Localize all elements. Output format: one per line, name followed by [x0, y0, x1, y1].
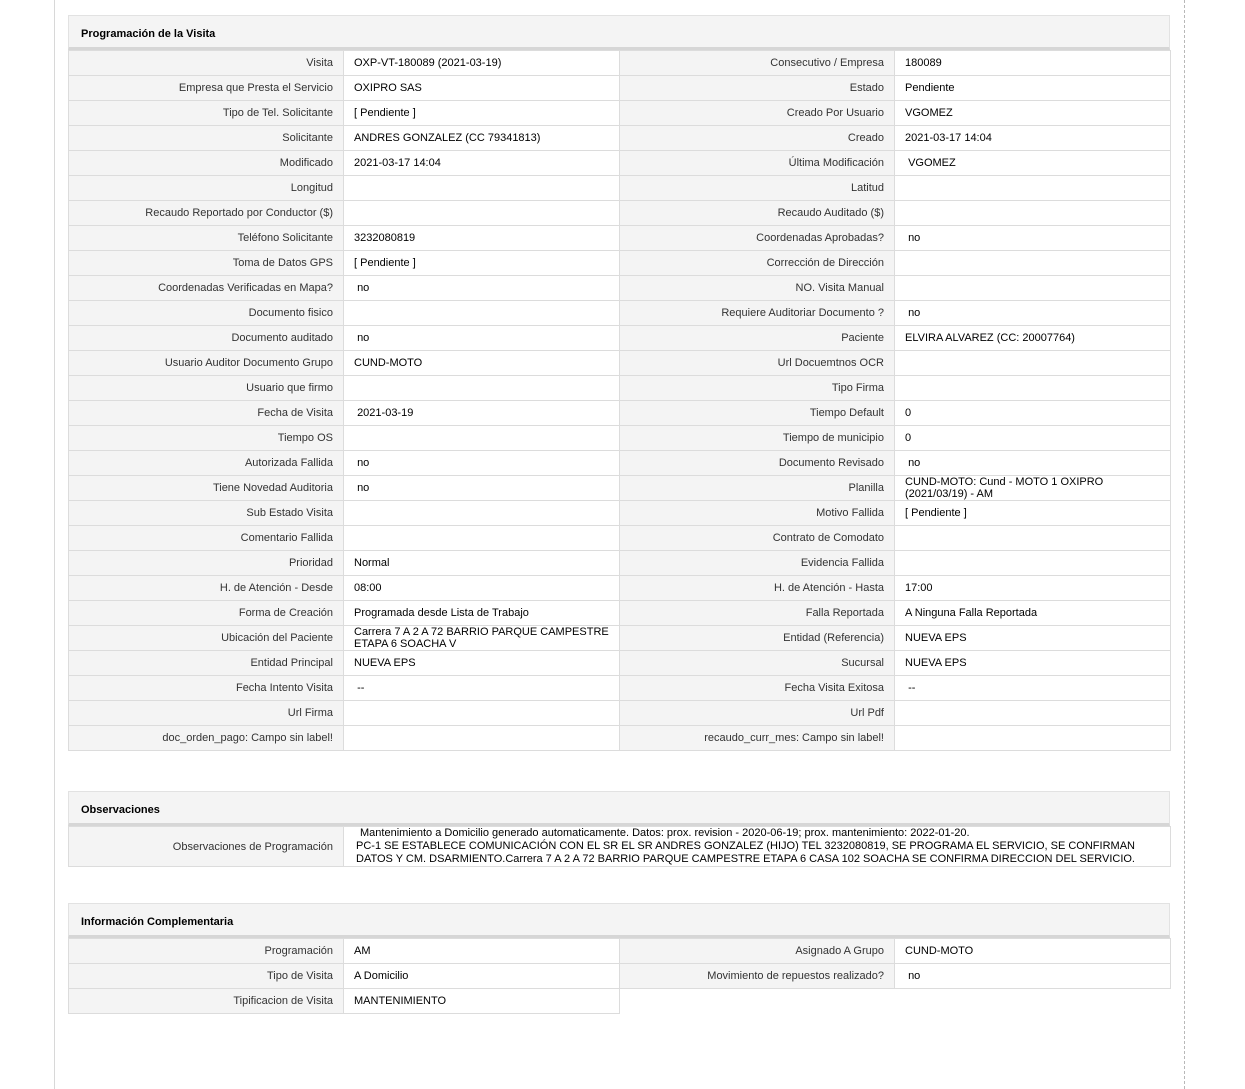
field-label: Forma de Creación — [69, 601, 344, 626]
field-label: Tiempo de municipio — [620, 426, 895, 451]
table-row — [69, 201, 1171, 226]
left-border — [54, 0, 55, 1089]
table-row — [69, 526, 1171, 551]
field-label: Documento fisico — [69, 301, 344, 326]
field-label: Recaudo Reportado por Conductor ($) — [69, 201, 344, 226]
field-value: 0 — [895, 426, 1171, 451]
field-label: Usuario Auditor Documento Grupo — [69, 351, 344, 376]
field-value — [344, 176, 620, 201]
complementaria-table — [68, 938, 1171, 1014]
field-label: Autorizada Fallida — [69, 451, 344, 476]
observaciones-title: Observaciones — [68, 791, 1170, 826]
field-value: A Ninguna Falla Reportada — [895, 601, 1171, 626]
field-value: [ Pendiente ] — [344, 251, 620, 276]
field-value: -- — [895, 676, 1171, 701]
field-label: H. de Atención - Hasta — [620, 576, 895, 601]
field-label: Contrato de Comodato — [620, 526, 895, 551]
table-row — [69, 326, 1171, 351]
observaciones-table — [68, 826, 1171, 867]
field-value — [344, 701, 620, 726]
field-value — [895, 251, 1171, 276]
field-value: VGOMEZ — [895, 151, 1171, 176]
field-label: doc_orden_pago: Campo sin label! — [69, 726, 344, 751]
field-value — [344, 376, 620, 401]
field-label: Sucursal — [620, 651, 895, 676]
field-label: Entidad Principal — [69, 651, 344, 676]
field-label: Url Docuemtnos OCR — [620, 351, 895, 376]
field-label: Tiempo Default — [620, 401, 895, 426]
field-label: Estado — [620, 76, 895, 101]
field-label: H. de Atención - Desde — [69, 576, 344, 601]
field-value: CUND-MOTO — [895, 939, 1171, 964]
field-label: Corrección de Dirección — [620, 251, 895, 276]
field-label: Usuario que firmo — [69, 376, 344, 401]
field-label: Url Firma — [69, 701, 344, 726]
field-value: A Domicilio — [344, 964, 620, 989]
table-row — [69, 401, 1171, 426]
field-value: CUND-MOTO: Cund - MOTO 1 OXIPRO (2021/03/19) - AM — [895, 476, 1171, 501]
table-row — [69, 476, 1171, 501]
field-label: Creado Por Usuario — [620, 101, 895, 126]
observaciones-line2: PC-1 SE ESTABLECE COMUNICACIÓN CON EL SR EL SR ANDRES GONZALEZ (HIJO) TEL 3232080819, SE PROGRAMA EL SERVICIO, SE CONFIRMAN DATOS Y CM. DSARMIENTO.Carrera 7 A 2 A 72 BARRIO PARQUE CAMPESTRE ETAPA 6 CASA 102 SOACHA SE CONFIRMA DIRECCION DEL SERVICIO. — [356, 840, 1135, 865]
field-value: OXP-VT-180089 (2021-03-19) — [344, 51, 620, 76]
field-label: Fecha Intento Visita — [69, 676, 344, 701]
field-value: 17:00 — [895, 576, 1171, 601]
table-row — [69, 76, 1171, 101]
field-label: Tiene Novedad Auditoria — [69, 476, 344, 501]
programacion-table — [68, 50, 1171, 751]
field-label: Comentario Fallida — [69, 526, 344, 551]
table-row — [69, 501, 1171, 526]
field-label: Creado — [620, 126, 895, 151]
table-row — [69, 651, 1171, 676]
table-row — [69, 676, 1171, 701]
field-value — [895, 551, 1171, 576]
field-label: Modificado — [69, 151, 344, 176]
field-label: Última Modificación — [620, 151, 895, 176]
field-label: Latitud — [620, 176, 895, 201]
field-value — [344, 301, 620, 326]
programacion-panel — [68, 15, 1170, 751]
field-value: no — [895, 964, 1171, 989]
table-row — [69, 426, 1171, 451]
field-value — [895, 351, 1171, 376]
field-label: Planilla — [620, 476, 895, 501]
complementaria-title: Información Complementaria — [68, 903, 1170, 938]
table-row — [69, 51, 1171, 76]
table-row — [69, 101, 1171, 126]
table-row — [69, 726, 1171, 751]
field-value: 2021-03-17 14:04 — [344, 151, 620, 176]
field-label: Tiempo OS — [69, 426, 344, 451]
table-row — [69, 601, 1171, 626]
field-value — [344, 526, 620, 551]
field-value — [895, 376, 1171, 401]
field-value: no — [344, 476, 620, 501]
field-label: Url Pdf — [620, 701, 895, 726]
field-value: no — [895, 451, 1171, 476]
field-label: Consecutivo / Empresa — [620, 51, 895, 76]
field-label: Documento Revisado — [620, 451, 895, 476]
field-value — [344, 201, 620, 226]
field-value: no — [895, 226, 1171, 251]
right-dashed-border — [1184, 0, 1185, 1089]
table-row — [69, 376, 1171, 401]
table-row — [69, 551, 1171, 576]
observaciones-value — [344, 827, 1171, 867]
field-label: Movimiento de repuestos realizado? — [620, 964, 895, 989]
field-value — [344, 426, 620, 451]
field-value: ANDRES GONZALEZ (CC 79341813) — [344, 126, 620, 151]
field-label: Entidad (Referencia) — [620, 626, 895, 651]
field-value: NUEVA EPS — [344, 651, 620, 676]
field-value: no — [895, 301, 1171, 326]
table-row — [69, 451, 1171, 476]
field-value — [895, 526, 1171, 551]
field-value: Normal — [344, 551, 620, 576]
field-label: NO. Visita Manual — [620, 276, 895, 301]
field-value — [344, 501, 620, 526]
field-label: Ubicación del Paciente — [69, 626, 344, 651]
table-row — [69, 301, 1171, 326]
field-label: recaudo_curr_mes: Campo sin label! — [620, 726, 895, 751]
field-label: Tipo de Visita — [69, 964, 344, 989]
field-label: Paciente — [620, 326, 895, 351]
field-value: OXIPRO SAS — [344, 76, 620, 101]
field-value: CUND-MOTO — [344, 351, 620, 376]
field-label: Coordenadas Verificadas en Mapa? — [69, 276, 344, 301]
field-value: [ Pendiente ] — [344, 101, 620, 126]
table-row — [69, 126, 1171, 151]
table-row — [69, 827, 1171, 867]
field-value: VGOMEZ — [895, 101, 1171, 126]
table-row — [69, 989, 1171, 1014]
complementaria-panel — [68, 903, 1170, 1014]
field-value: 0 — [895, 401, 1171, 426]
field-value: NUEVA EPS — [895, 651, 1171, 676]
field-value: MANTENIMIENTO — [344, 989, 620, 1014]
field-value: 2021-03-19 — [344, 401, 620, 426]
empty-cell — [620, 989, 1171, 1014]
observaciones-panel — [68, 791, 1170, 867]
field-label: Longitud — [69, 176, 344, 201]
field-label: Documento auditado — [69, 326, 344, 351]
field-label: Visita — [69, 51, 344, 76]
field-value: 180089 — [895, 51, 1171, 76]
table-row — [69, 251, 1171, 276]
field-value: no — [344, 451, 620, 476]
field-value — [895, 701, 1171, 726]
table-row — [69, 626, 1171, 651]
field-value: no — [344, 276, 620, 301]
table-row — [69, 939, 1171, 964]
field-label: Asignado A Grupo — [620, 939, 895, 964]
field-label: Observaciones de Programación — [69, 827, 344, 867]
field-label: Evidencia Fallida — [620, 551, 895, 576]
field-value: -- — [344, 676, 620, 701]
field-label: Fecha de Visita — [69, 401, 344, 426]
table-row — [69, 176, 1171, 201]
field-value — [344, 726, 620, 751]
programacion-title: Programación de la Visita — [68, 15, 1170, 50]
field-label: Coordenadas Aprobadas? — [620, 226, 895, 251]
field-label: Tipificacion de Visita — [69, 989, 344, 1014]
field-value: Carrera 7 A 2 A 72 BARRIO PARQUE CAMPESTRE ETAPA 6 SOACHA V — [344, 626, 620, 651]
table-row — [69, 226, 1171, 251]
field-label: Fecha Visita Exitosa — [620, 676, 895, 701]
table-row — [69, 151, 1171, 176]
field-value — [895, 276, 1171, 301]
table-row — [69, 276, 1171, 301]
table-row — [69, 576, 1171, 601]
field-label: Tipo de Tel. Solicitante — [69, 101, 344, 126]
field-value: [ Pendiente ] — [895, 501, 1171, 526]
field-label: Prioridad — [69, 551, 344, 576]
field-label: Tipo Firma — [620, 376, 895, 401]
field-value: no — [344, 326, 620, 351]
field-value: ELVIRA ALVAREZ (CC: 20007764) — [895, 326, 1171, 351]
field-label: Falla Reportada — [620, 601, 895, 626]
field-value: AM — [344, 939, 620, 964]
observaciones-line1: Mantenimiento a Domicilio generado automaticamente. Datos: prox. revision - 2020-06-19; prox. mantenimiento: 2022-01-20. — [360, 827, 970, 839]
field-label: Teléfono Solicitante — [69, 226, 344, 251]
field-label: Motivo Fallida — [620, 501, 895, 526]
field-value: Programada desde Lista de Trabajo — [344, 601, 620, 626]
field-value: 2021-03-17 14:04 — [895, 126, 1171, 151]
field-value — [895, 176, 1171, 201]
field-value: Pendiente — [895, 76, 1171, 101]
table-row — [69, 964, 1171, 989]
table-row — [69, 701, 1171, 726]
field-label: Requiere Auditoriar Documento ? — [620, 301, 895, 326]
field-value: 3232080819 — [344, 226, 620, 251]
field-value: NUEVA EPS — [895, 626, 1171, 651]
field-value — [895, 201, 1171, 226]
field-label: Sub Estado Visita — [69, 501, 344, 526]
field-label: Recaudo Auditado ($) — [620, 201, 895, 226]
field-label: Toma de Datos GPS — [69, 251, 344, 276]
field-value: 08:00 — [344, 576, 620, 601]
field-label: Solicitante — [69, 126, 344, 151]
field-label: Empresa que Presta el Servicio — [69, 76, 344, 101]
field-label: Programación — [69, 939, 344, 964]
table-row — [69, 351, 1171, 376]
field-value — [895, 726, 1171, 751]
